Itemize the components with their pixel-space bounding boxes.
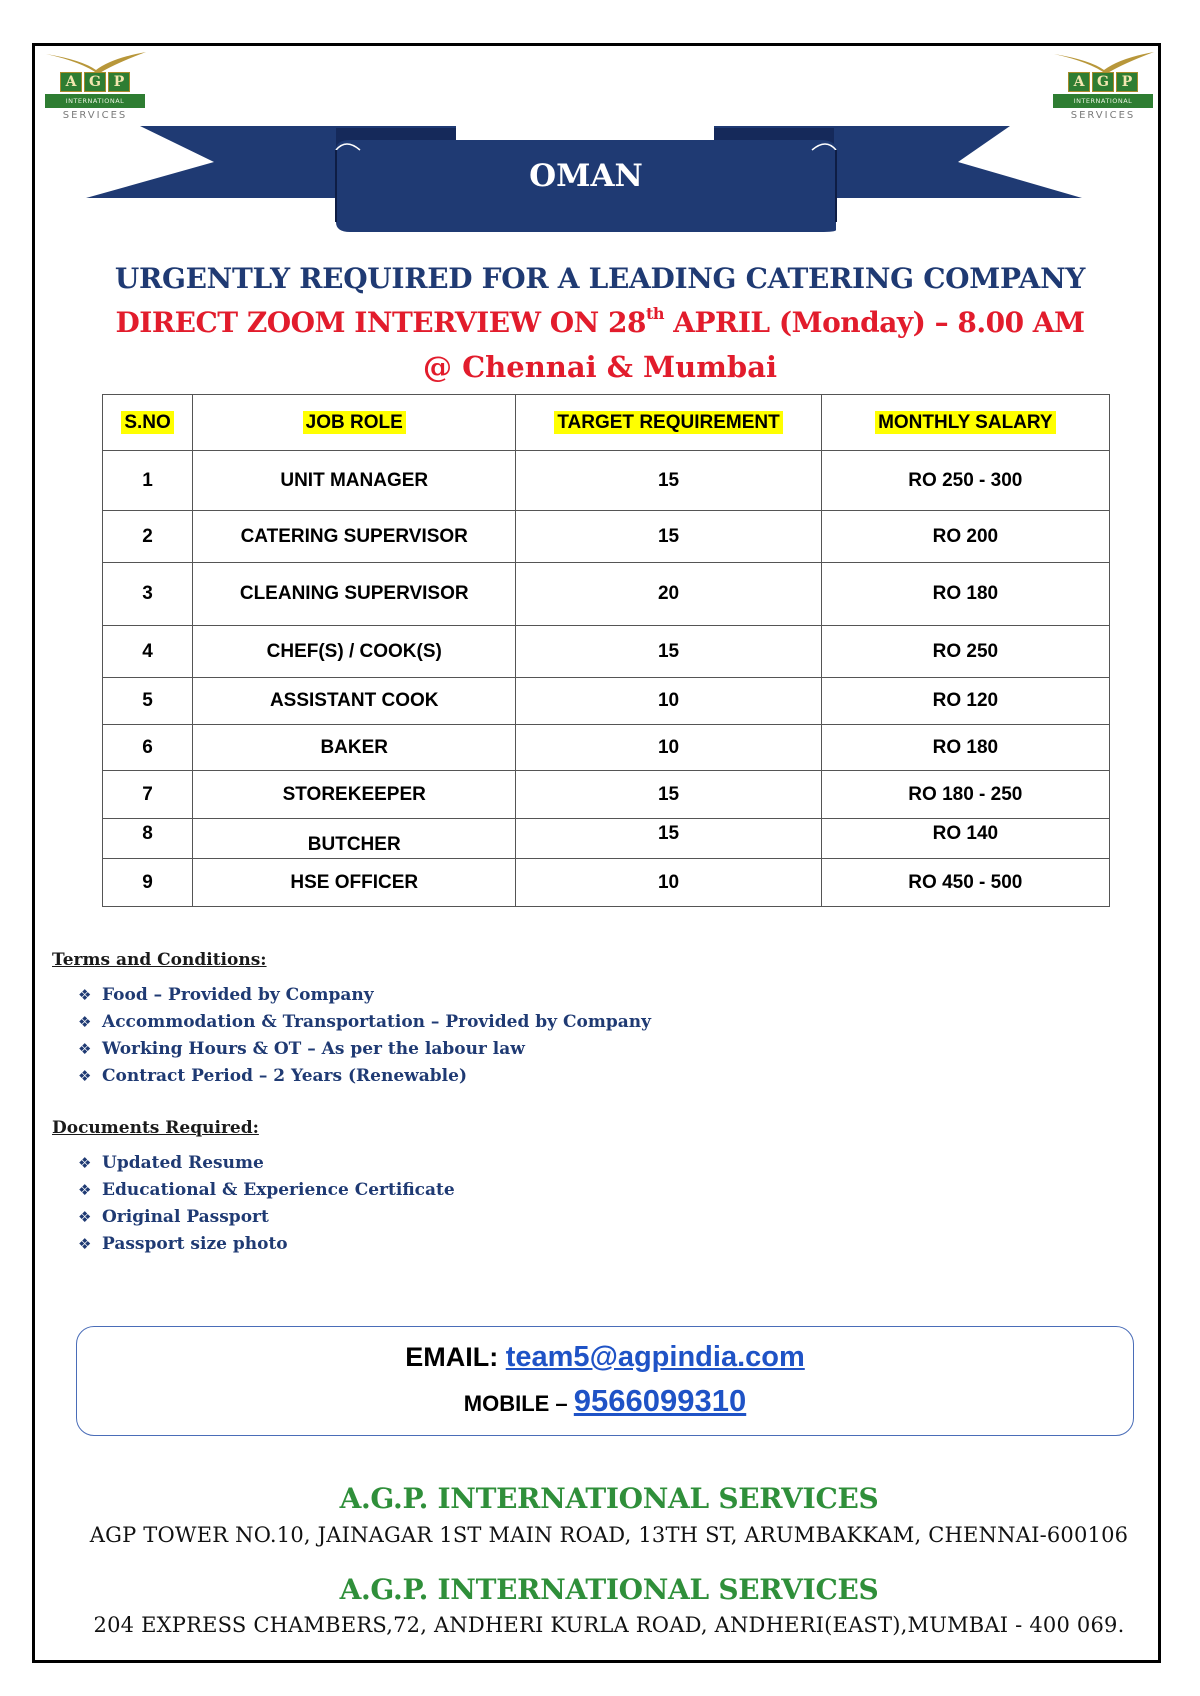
logo-services: SERVICES (62, 110, 128, 121)
documents-list (52, 1150, 455, 1258)
cell-salary: RO 120 (821, 678, 1109, 725)
office-address-mumbai: 204 EXPRESS CHAMBERS,72, ANDHERI KURLA ROAD, ANDHERI(EAST),MUMBAI - 400 069. (93, 1613, 1125, 1637)
diamond-bullet-icon: ❖ (78, 1040, 92, 1058)
header-sno (103, 395, 193, 451)
logo-letter: A (60, 72, 82, 92)
cell-target: 15 (516, 626, 821, 678)
cell-target: 10 (516, 725, 821, 771)
cell-salary: RO 450 - 500 (821, 859, 1109, 907)
table-row (103, 626, 1110, 678)
cell-sno: 1 (103, 451, 193, 511)
table-row (103, 771, 1110, 819)
list-item (78, 1063, 651, 1090)
list-item (78, 1231, 455, 1258)
cell-sno: 3 (103, 563, 193, 626)
documents-section (52, 1118, 455, 1258)
header-salary (821, 395, 1109, 451)
list-item-text: Updated Resume (102, 1153, 264, 1173)
list-item-text: Original Passport (102, 1207, 269, 1227)
documents-title: Documents Required: (52, 1118, 259, 1138)
cell-salary: RO 180 - 250 (821, 771, 1109, 819)
terms-list (52, 982, 651, 1090)
cell-sno: 5 (103, 678, 193, 725)
cell-target: 15 (516, 451, 821, 511)
cell-sno: 9 (103, 859, 193, 907)
logo-letter: G (1092, 72, 1114, 92)
logo-international: INTERNATIONAL (1053, 94, 1153, 108)
table-row (103, 725, 1110, 771)
diamond-bullet-icon: ❖ (78, 1067, 92, 1085)
cell-salary: RO 200 (821, 511, 1109, 563)
logo-letter: A (1068, 72, 1090, 92)
list-item-text: Contract Period – 2 Years (Renewable) (102, 1066, 467, 1086)
table-row (103, 819, 1110, 859)
cell-target: 10 (516, 859, 821, 907)
headline-location: @ Chennai & Mumbai (422, 350, 778, 384)
list-item (78, 1150, 455, 1177)
list-item-text: Working Hours & OT – As per the labour law (102, 1039, 525, 1059)
diamond-bullet-icon: ❖ (78, 986, 92, 1004)
office-address-chennai: AGP TOWER NO.10, JAINAGAR 1ST MAIN ROAD, 13TH ST, ARUMBAKKAM, CHENNAI-600106 (89, 1523, 1129, 1547)
diamond-bullet-icon: ❖ (78, 1208, 92, 1226)
cell-salary: RO 180 (821, 563, 1109, 626)
cell-target: 15 (516, 771, 821, 819)
headline-urgent: URGENTLY REQUIRED FOR A LEADING CATERING COMPANY (114, 262, 1086, 295)
header-label: JOB ROLE (303, 411, 406, 434)
cell-salary: RO 250 (821, 626, 1109, 678)
table-header-row (103, 395, 1110, 451)
cell-salary: RO 140 (821, 819, 1109, 859)
cell-sno: 4 (103, 626, 193, 678)
logo-international: INTERNATIONAL (45, 94, 145, 108)
terms-title: Terms and Conditions: (52, 950, 267, 970)
mobile-label: MOBILE – (463, 1391, 568, 1416)
list-item-text: Accommodation & Transportation – Provided by Company (102, 1012, 651, 1032)
banner-country: OMAN (529, 158, 643, 194)
email-label: EMAIL: (405, 1342, 499, 1372)
diamond-bullet-icon: ❖ (78, 1181, 92, 1199)
email-link[interactable]: team5@agpindia.com (505, 1341, 805, 1373)
cell-job-role: BUTCHER (193, 819, 516, 859)
cell-sno: 8 (103, 819, 193, 859)
cell-job-role: UNIT MANAGER (193, 451, 516, 511)
cell-job-role: CLEANING SUPERVISOR (193, 563, 516, 626)
cell-salary: RO 180 (821, 725, 1109, 771)
header-label: S.NO (121, 411, 173, 434)
jobs-table (102, 394, 1110, 907)
list-item (78, 1009, 651, 1036)
cell-salary: RO 250 - 300 (821, 451, 1109, 511)
list-item (78, 1204, 455, 1231)
table-row (103, 511, 1110, 563)
list-item (78, 1036, 651, 1063)
cell-target: 15 (516, 511, 821, 563)
list-item (78, 1177, 455, 1204)
contact-box (76, 1326, 1134, 1436)
header-label: MONTHLY SALARY (875, 411, 1056, 434)
cell-job-role: CHEF(S) / COOK(S) (193, 626, 516, 678)
cell-sno: 7 (103, 771, 193, 819)
cell-job-role: ASSISTANT COOK (193, 678, 516, 725)
diamond-bullet-icon: ❖ (78, 1154, 92, 1172)
header-job-role (193, 395, 516, 451)
ribbon-banner (0, 0, 1200, 240)
mobile-row (77, 1383, 1133, 1419)
office-name-chennai: A.G.P. INTERNATIONAL SERVICES (339, 1482, 879, 1515)
cell-target: 10 (516, 678, 821, 725)
table-row (103, 451, 1110, 511)
office-name-mumbai: A.G.P. INTERNATIONAL SERVICES (339, 1573, 879, 1606)
headline-interview-pre: DIRECT ZOOM INTERVIEW ON 28 (115, 306, 646, 339)
table-row (103, 859, 1110, 907)
cell-sno: 2 (103, 511, 193, 563)
logo-letter: G (84, 72, 106, 92)
header-target (516, 395, 821, 451)
cell-target: 15 (516, 819, 821, 859)
diamond-bullet-icon: ❖ (78, 1013, 92, 1031)
cell-job-role: CATERING SUPERVISOR (193, 511, 516, 563)
cell-target: 20 (516, 563, 821, 626)
list-item (78, 982, 651, 1009)
list-item-text: Food – Provided by Company (102, 985, 374, 1005)
email-row (77, 1341, 1133, 1374)
list-item-text: Educational & Experience Certificate (102, 1180, 455, 1200)
table-row (103, 563, 1110, 626)
cell-job-role: STOREKEEPER (193, 771, 516, 819)
diamond-bullet-icon: ❖ (78, 1235, 92, 1253)
headline-interview-post: APRIL (Monday) – 8.00 AM (664, 306, 1085, 339)
mobile-link[interactable]: 9566099310 (573, 1383, 747, 1418)
headline-interview (0, 306, 1200, 339)
cell-job-role: HSE OFFICER (193, 859, 516, 907)
logo-letter: P (1116, 72, 1138, 92)
table-row (103, 678, 1110, 725)
cell-sno: 6 (103, 725, 193, 771)
logo-services: SERVICES (1070, 110, 1136, 121)
header-label: TARGET REQUIREMENT (554, 411, 782, 434)
list-item-text: Passport size photo (102, 1234, 288, 1254)
logo-letter: P (108, 72, 130, 92)
headline-interview-sup: th (645, 304, 665, 323)
cell-job-role: BAKER (193, 725, 516, 771)
terms-section (52, 950, 651, 1090)
